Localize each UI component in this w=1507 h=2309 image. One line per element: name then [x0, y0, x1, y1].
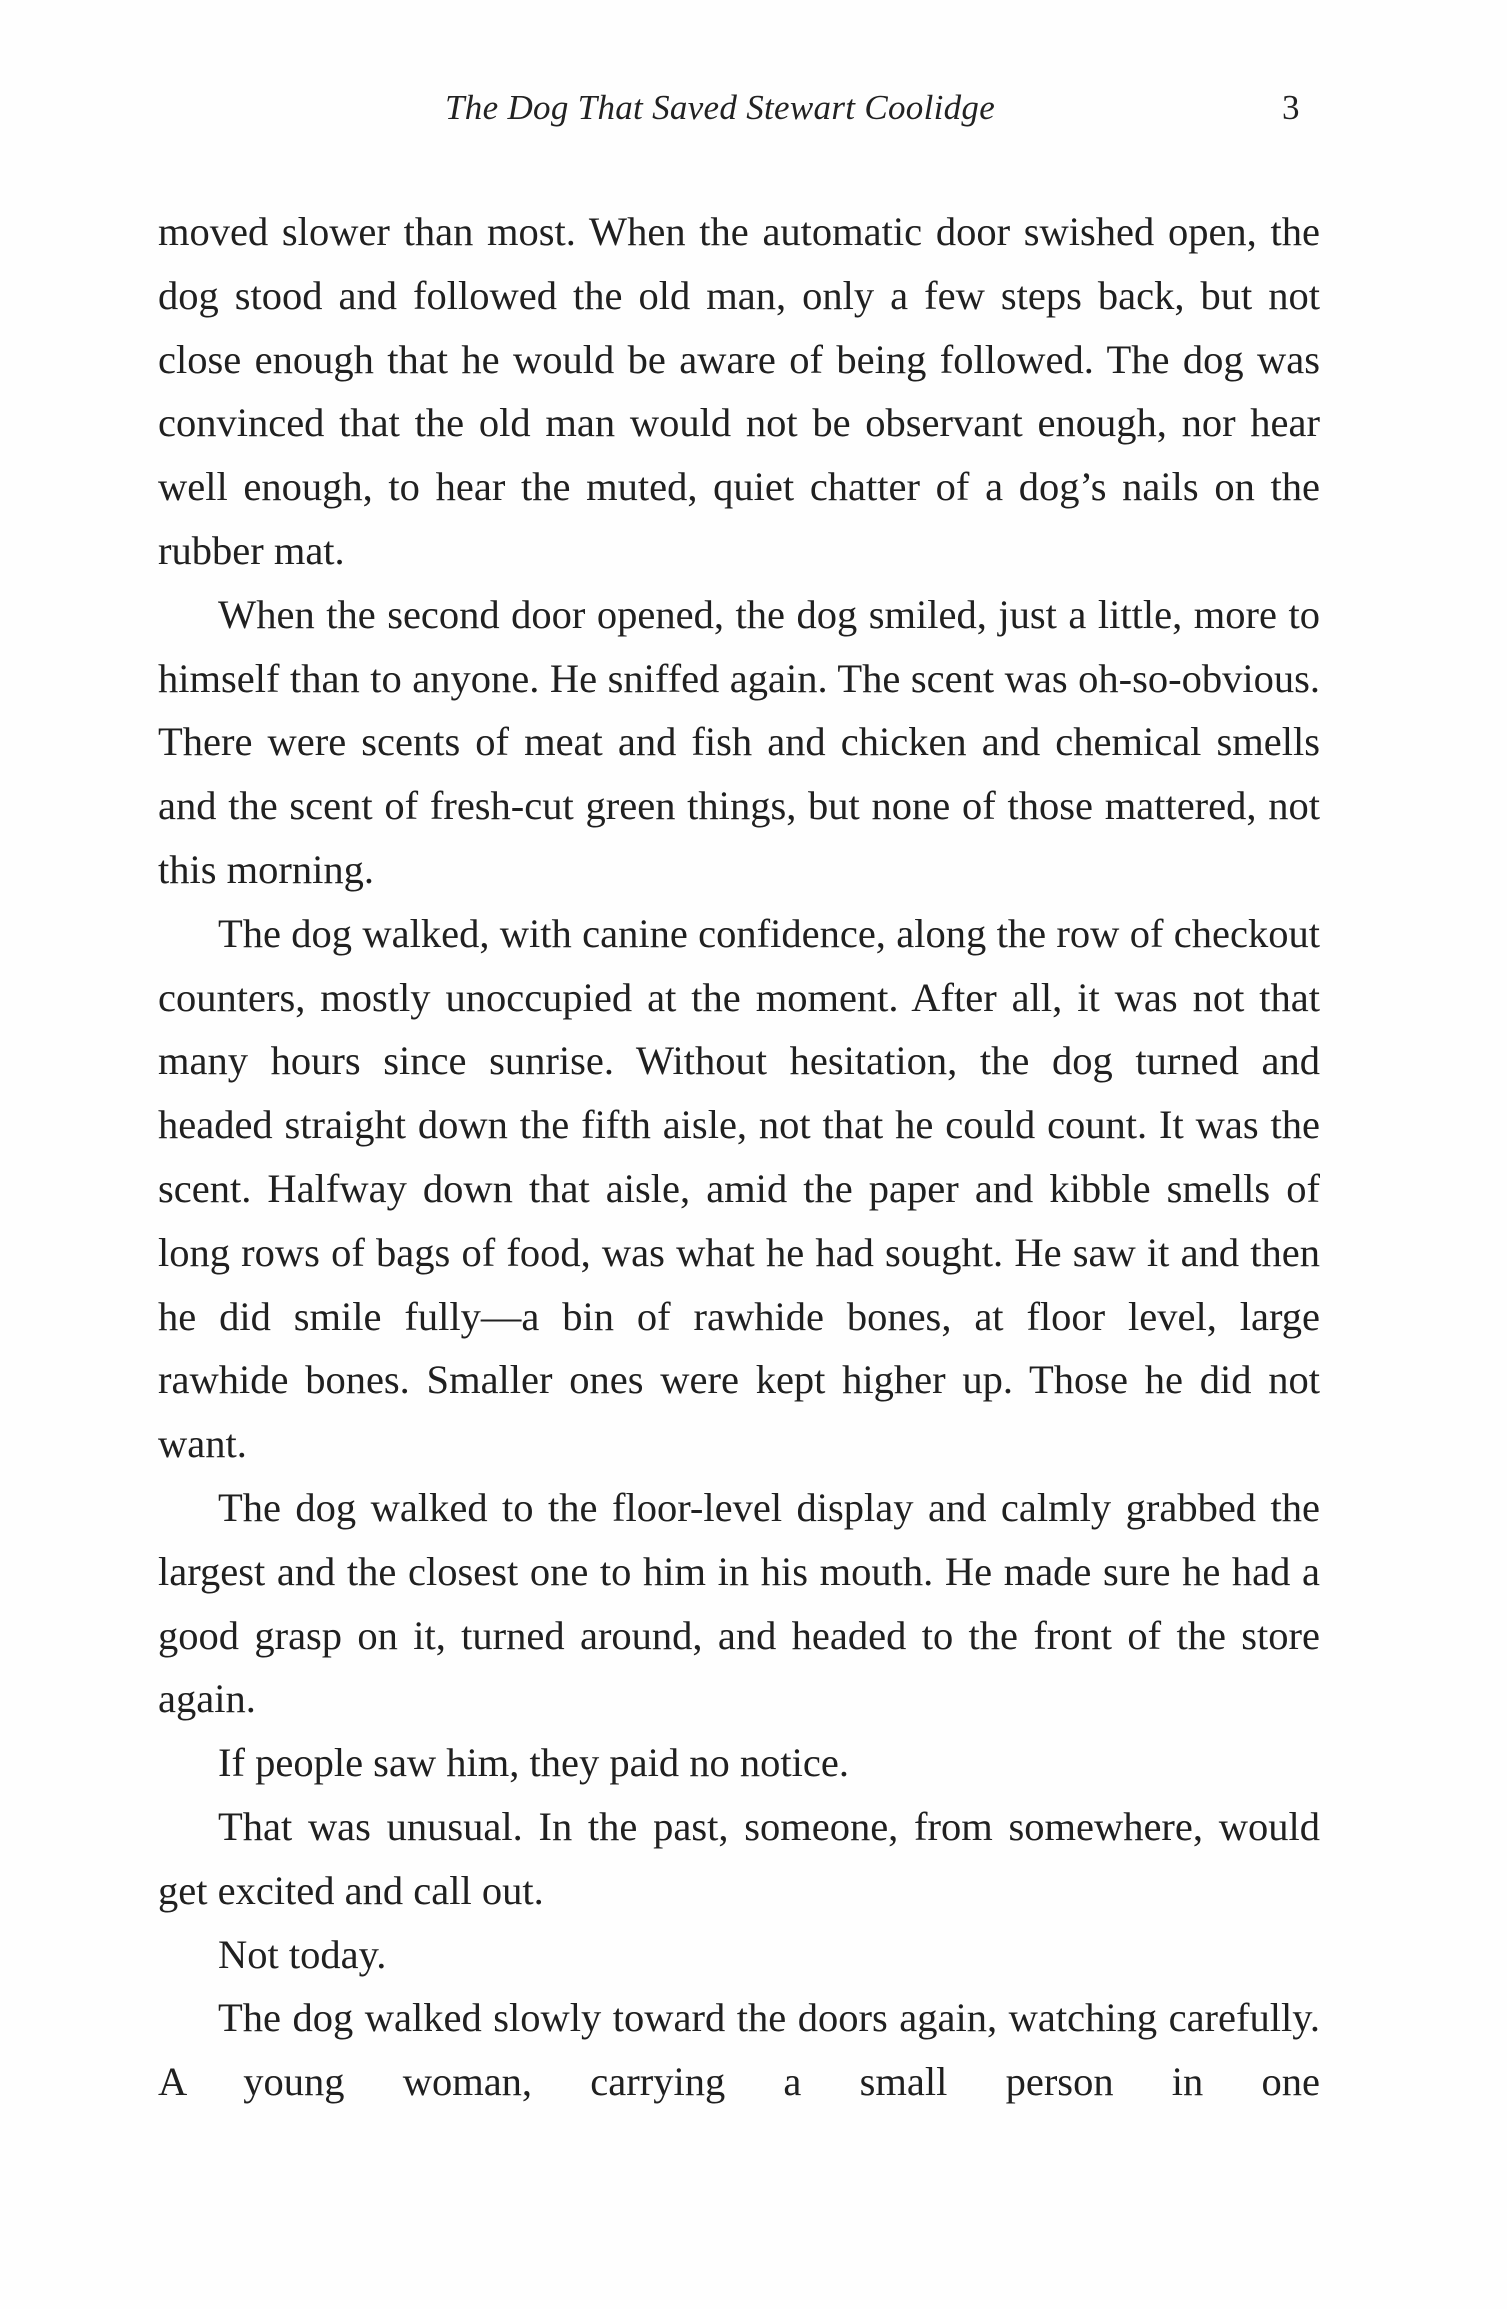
body-text: [158, 200, 1320, 2114]
paragraph: The dog walked, with canine confidence, along the row of checkout counters, mostly unoccupied at the moment. After all, it was not that many hours since sunrise. Without hesitation, the dog turned and headed straight down the fifth aisle, not that he could count. It was the scent. Halfway down that aisle, amid the paper and kibble smells of long rows of bags of food, was what he had sought. He saw it and then he did smile fully—a bin of rawhide bones, at floor level, large rawhide bones. Smaller ones were kept higher up. Those he did not want.: [158, 910, 1320, 1467]
paragraph: moved slower than most. When the automatic door swished open, the dog stood and followed the old man, only a few steps back, but not close enough that he would be aware of being followed. The dog was convinced that the old man would not be observant enough, nor hear well enough, to hear the muted, quiet chatter of a dog’s nails on the rubber mat.: [158, 209, 1320, 573]
paragraph: The dog walked to the floor-level display and calmly grabbed the largest and the closest one to him in his mouth. He made sure he had a good grasp on it, turned around, and headed to the front of the store again.: [158, 1484, 1320, 1722]
running-head: [0, 88, 1507, 148]
paragraph: When the second door opened, the dog smiled, just a little, more to himself than to anyone. He sniffed again. The scent was oh-so-obvious. There were scents of meat and fish and chicken and chemical smells and the scent of fresh-cut green things, but none of those mattered, not this morning.: [158, 591, 1320, 892]
paragraph: That was unusual. In the past, someone, from somewhere, would get excited and call out.: [158, 1803, 1320, 1913]
page-number: 3: [1282, 88, 1300, 127]
paragraph: If people saw him, they paid no notice.: [218, 1740, 849, 1786]
paragraph: Not today.: [218, 1931, 387, 1977]
paragraph: The dog walked slowly toward the doors again, watching carefully. A young woman, carrying a small person in one: [158, 1995, 1320, 2105]
running-title: The Dog That Saved Stewart Coolidge: [445, 88, 996, 127]
